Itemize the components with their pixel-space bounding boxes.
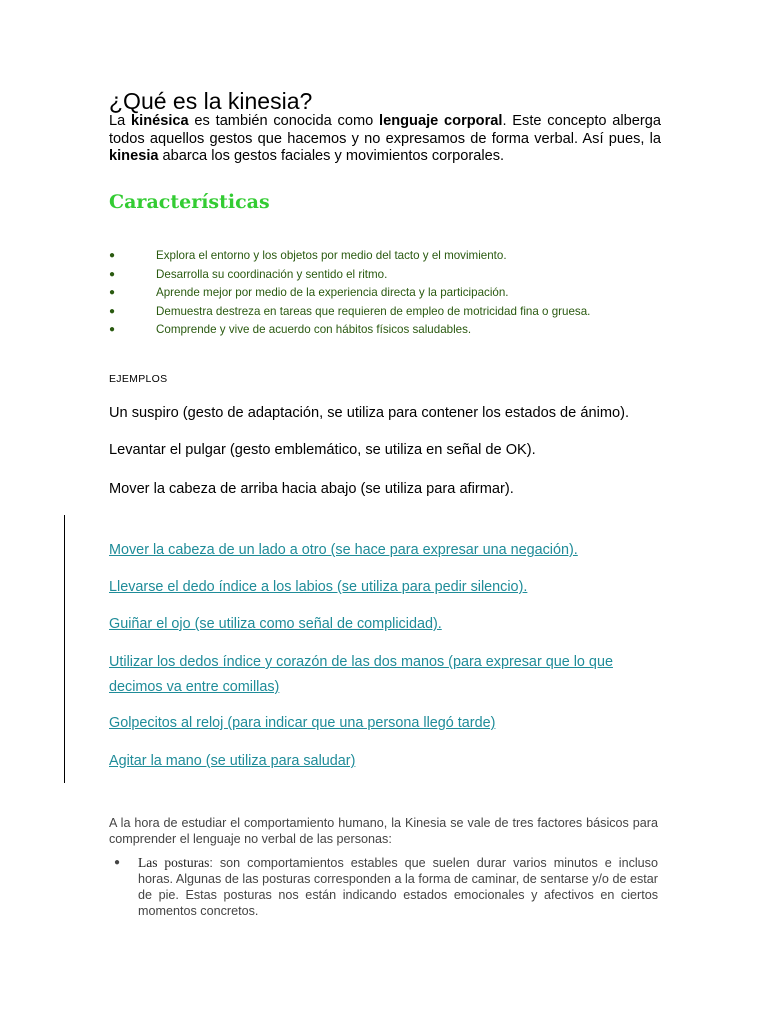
bullet-icon: ● xyxy=(114,857,121,868)
example-link[interactable]: Llevarse el dedo índice a los labios (se utiliza para pedir silencio). xyxy=(109,579,528,595)
example-link[interactable]: Utilizar los dedos índice y corazón de las dos manos (para expresar que lo que decimos va entre comillas) xyxy=(109,654,613,695)
bullet-icon: ● xyxy=(109,287,116,298)
caracteristicas-heading: Características xyxy=(109,191,270,213)
bullet-icon: ● xyxy=(109,305,116,317)
list-item-text: Comprende y vive de acuerdo con hábitos físicos saludables. xyxy=(156,323,472,336)
intro-text-4: abarca los gestos faciales y movimientos corporales. xyxy=(158,148,505,164)
example-link[interactable]: Guiñar el ojo (se utiliza como señal de complicidad). xyxy=(109,616,442,632)
example-link[interactable]: Mover la cabeza de un lado a otro (se hace para expresar una negación). xyxy=(109,542,578,558)
list-item-text: Aprende mejor por medio de la experiencia directa y la participación. xyxy=(156,286,509,299)
example-link[interactable]: Agitar la mano (se utiliza para saludar) xyxy=(109,753,356,769)
factores-list xyxy=(109,855,658,919)
intro-bold-kinesia: kinesia xyxy=(109,148,159,164)
bullet-icon: ● xyxy=(109,250,116,261)
list-item-text: Desarrolla su coordinación y sentido el ritmo. xyxy=(156,267,388,281)
example-link[interactable]: Golpecitos al reloj (para indicar que una persona llegó tarde) xyxy=(109,715,496,731)
intro-bold-lenguaje-corporal: lenguaje corporal xyxy=(379,113,503,129)
example-item: Levantar el pulgar (gesto emblemático, se utiliza en señal de OK). xyxy=(109,442,536,458)
factores-intro: A la hora de estudiar el comportamiento humano, la Kinesia se vale de tres factores básicos para comprender el lenguaje no verbal de las personas: xyxy=(109,816,658,846)
factor-term: Las posturas xyxy=(138,855,210,870)
bullet-icon: ● xyxy=(109,268,116,280)
example-item: Mover la cabeza de arriba hacia abajo (se utiliza para afirmar). xyxy=(109,481,514,497)
list-item-text: Explora el entorno y los objetos por medio del tacto y el movimiento. xyxy=(156,249,507,262)
factor-text: : son comportamientos estables que suelen durar varios minutos e incluso horas. Algunas de las posturas corresponden a la forma de caminar, de sentarse y/o de estar de pie. Estas posturas nos están indicando estados emocionales y afectivos en ciertos momentos concretos. xyxy=(138,856,658,918)
intro-text-3: . Este concepto alberga todos aquellos gestos que hacemos y no expresamos de forma verbal. Así pues, la xyxy=(109,113,661,147)
intro-text-2: es también conocida como xyxy=(188,113,380,129)
ejemplos-label: EJEMPLOS xyxy=(109,373,168,385)
page-title: ¿Qué es la kinesia? xyxy=(109,88,313,114)
example-item: Un suspiro (gesto de adaptación, se utiliza para contener los estados de ánimo). xyxy=(109,405,630,421)
list-item-text: Demuestra destreza en tareas que requieren de empleo de motricidad fina o gruesa. xyxy=(156,304,591,318)
intro-bold-kinesica: kinésica xyxy=(131,113,189,129)
intro-text-1: La xyxy=(109,113,132,129)
margin-change-bar xyxy=(64,515,65,783)
bullet-icon: ● xyxy=(109,324,116,335)
list-item xyxy=(109,855,658,919)
intro-paragraph xyxy=(109,113,661,166)
